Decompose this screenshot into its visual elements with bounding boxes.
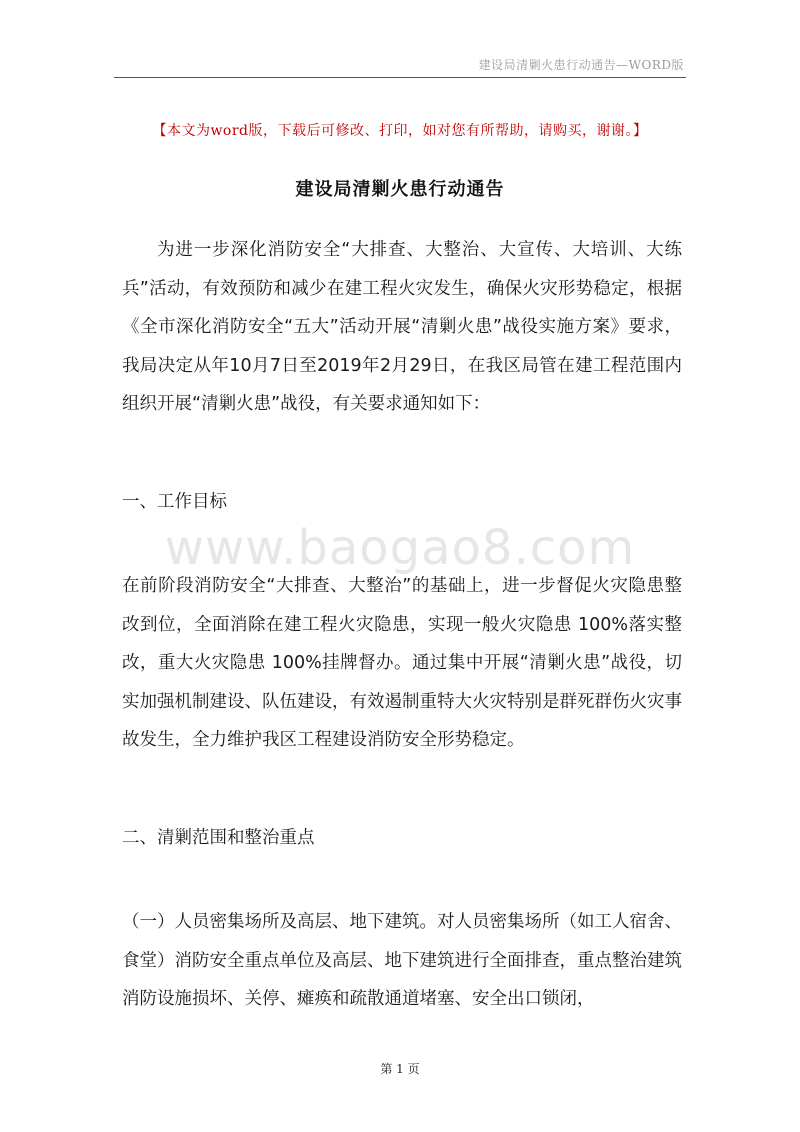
section-heading-goals: 一、工作目标 [122, 492, 227, 512]
document-title: 建设局清剿火患行动通告 [295, 179, 505, 200]
section-heading-scope: 二、清剿范围和整治重点 [122, 828, 315, 848]
intro-paragraph: 为进一步深化消防安全“大排查、大整治、大宣传、大培训、大练兵”活动，有效预防和减少在建工程火灾发生，确保火灾形势稳定，根据《全市深化消防安全“五大”活动开展“清剿火患”战役实施方案》要求，我局决定从年10月7日至2019年2月29日，在我区局管在建工程范围内组织开展“清剿火患”战役，有关要求通知如下： [122, 240, 682, 414]
header-divider [114, 77, 686, 78]
scope-paragraph: （一）人员密集场所及高层、地下建筑。对人员密集场所（如工人宿舍、食堂）消防安全重点单位及高层、地下建筑进行全面排查，重点整治建筑消防设施损坏、关停、瘫痪和疏散通道堵塞、安全出口锁闭， [122, 912, 682, 1009]
page-number: 第 1 页 [380, 1062, 420, 1076]
running-header: 建设局清剿火患行动通告—WORD版 [478, 58, 684, 72]
goals-paragraph: 在前阶段消防安全“大排查、大整治”的基础上，进一步督促火灾隐患整改到位，全面消除在建工程火灾隐患，实现一般火灾隐患 100%落实整改，重大火灾隐患 100%挂牌督办。通过集中开展“清剿火患”战役，切实加强机制建设、队伍建设，有效遏制重特大火灾特别是群死群伤火灾事故发生，全力维护我区工程建设消防安全形势稳定。 [122, 576, 682, 750]
download-notice: 【本文为word版，下载后可修改、打印，如对您有所帮助，请购买，谢谢。】 [152, 123, 648, 139]
watermark: www.baogao8.com [164, 520, 636, 576]
